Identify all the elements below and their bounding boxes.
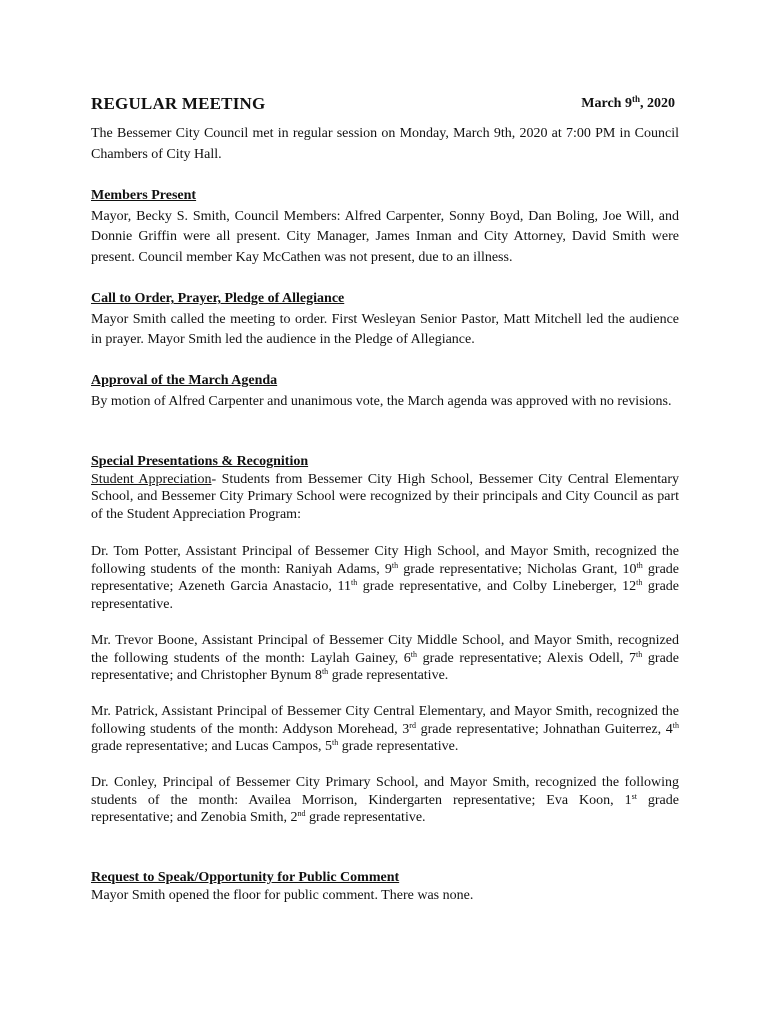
document-header [91, 94, 679, 116]
student-appreciation-text: Student Appreciation- Students from Bessemer City High School, Bessemer City Central Elementary School, and Bessemer City Primary School were recognized by their principals and City Council as part of the Student Appreciation Program: [91, 471, 679, 522]
public-comment-heading: Request to Speak/Opportunity for Public Comment [91, 870, 400, 885]
agenda-heading: Approval of the March Agenda [91, 373, 278, 388]
middle-school-recognition: Mr. Trevor Boone, Assistant Principal of Bessemer City Middle School, and Mayor Smith, recognized the following students of the month: Laylah Gainey, 6th grade representative; Alexis Odell, 7th grade representative; and Christopher Bynum 8th grade representative. [91, 633, 679, 683]
agenda-section [91, 371, 679, 412]
members-text: Mayor, Becky S. Smith, Council Members: Alfred Carpenter, Sonny Boyd, Dan Boling, Joe Will, and Donnie Griffin were all present. City Manager, James Inman and City Attorney, David Smith were present. Council member Kay McCathen was not present, due to an illness. [91, 208, 679, 266]
members-heading: Members Present [91, 188, 197, 203]
student-appreciation-label: Student Appreciation [91, 471, 212, 487]
agenda-text: By motion of Alfred Carpenter and unanimous vote, the March agenda was approved with no revisions. [91, 393, 672, 409]
high-school-recognition: Dr. Tom Potter, Assistant Principal of Bessemer City High School, and Mayor Smith, recognized the following students of the month: Raniyah Adams, 9th grade representative; Nicholas Grant, 10th grade representative; Azeneth Garcia Anastacio, 11th grade representative, and Colby Lineberger, 12th grade representative. [91, 544, 680, 612]
intro-paragraph: The Bessemer City Council met in regular session on Monday, March 9th, 2020 at 7:00 PM in Council Chambers of City Hall. [91, 126, 679, 162]
presentations-section [91, 453, 679, 523]
public-comment-text: Mayor Smith opened the floor for public comment. There was none. [91, 887, 474, 903]
public-comment-section [91, 869, 679, 904]
primary-school-recognition: Dr. Conley, Principal of Bessemer City Primary School, and Mayor Smith, recognized the following students of the month: Availea Morrison, Kindergarten representative; Eva Koon, 1st grade representative; and Zenobia Smith, 2nd grade representative. [91, 775, 679, 825]
members-section [91, 186, 679, 269]
page-title: REGULAR MEETING [91, 94, 266, 113]
meeting-date: March 9th, 2020 [581, 94, 675, 111]
call-to-order-text: Mayor Smith called the meeting to order. First Wesleyan Senior Pastor, Matt Mitchell led the audience in prayer. Mayor Smith led the audience in the Pledge of Allegiance. [91, 311, 679, 348]
call-to-order-section [91, 289, 679, 351]
call-to-order-heading: Call to Order, Prayer, Pledge of Allegiance [91, 291, 345, 306]
central-elementary-recognition: Mr. Patrick, Assistant Principal of Bessemer City Central Elementary, and Mayor Smith, recognized the following students of the month: Addyson Morehead, 3rd grade representative; Johnathan Guiterrez, 4th grade representative; and Lucas Campos, 5th grade representative. [91, 704, 679, 754]
presentations-heading: Special Presentations & Recognition [91, 454, 309, 469]
